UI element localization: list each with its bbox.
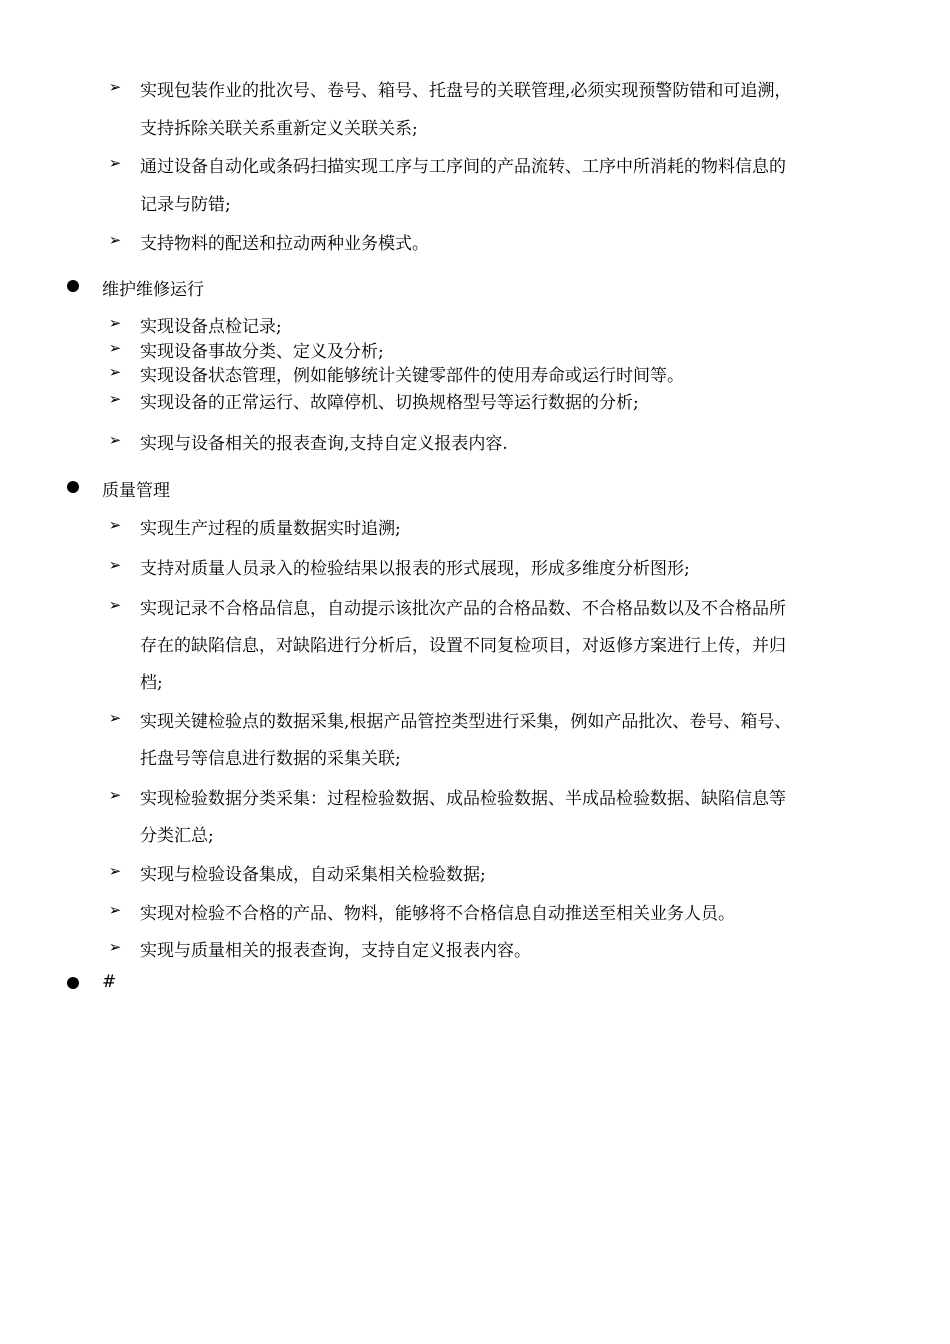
item-text: 实现记录不合格品信息，自动提示该批次产品的合格品数、不合格品数以及不合格品所 [140,599,786,619]
arrow-bullet-icon: ➢ [108,431,122,449]
arrow-bullet-icon: ➢ [108,363,122,381]
arrow-bullet-icon: ➢ [108,78,122,96]
item-text: 实现生产过程的质量数据实时追溯; [140,519,401,539]
item-text: 实现检验数据分类采集：过程检验数据、成品检验数据、半成品检验数据、缺陷信息等 [140,789,786,809]
item-text: 实现设备事故分类、定义及分析; [140,342,384,362]
bullet-dot-icon [67,280,79,292]
arrow-bullet-icon: ➢ [108,786,122,804]
item-text: 支持物料的配送和拉动两种业务模式。 [140,234,429,254]
arrow-bullet-icon: ➢ [108,390,122,408]
item-text: 托盘号等信息进行数据的采集关联; [140,749,401,769]
arrow-bullet-icon: ➢ [108,556,122,574]
item-text: 分类汇总; [140,826,214,846]
bullet-dot-icon [67,481,79,493]
item-text: 实现与设备相关的报表查询,支持自定义报表内容. [140,434,508,454]
arrow-bullet-icon: ➢ [108,339,122,357]
section-heading-text: # [102,972,117,992]
arrow-bullet-icon: ➢ [108,154,122,172]
item-text: 实现包装作业的批次号、卷号、箱号、托盘号的关联管理,必须实现预警防错和可追溯， [140,81,792,101]
arrow-bullet-icon: ➢ [108,862,122,880]
item-text: 实现设备的正常运行、故障停机、切换规格型号等运行数据的分析; [140,393,639,413]
item-text: 记录与防错; [140,195,231,215]
item-text: 实现与检验设备集成，自动采集相关检验数据; [140,865,486,885]
section-heading-text: 维护维修运行 [102,280,204,300]
item-text: 实现对检验不合格的产品、物料，能够将不合格信息自动推送至相关业务人员。 [140,904,735,924]
arrow-bullet-icon: ➢ [108,231,122,249]
arrow-bullet-icon: ➢ [108,314,122,332]
arrow-bullet-icon: ➢ [108,516,122,534]
item-text: 档; [140,673,163,693]
item-text: 实现设备状态管理，例如能够统计关键零部件的使用寿命或运行时间等。 [140,366,684,386]
item-text: 实现设备点检记录; [140,317,282,337]
item-text: 实现与质量相关的报表查询，支持自定义报表内容。 [140,941,531,961]
arrow-bullet-icon: ➢ [108,901,122,919]
item-text: 支持对质量人员录入的检验结果以报表的形式展现，形成多维度分析图形; [140,559,690,579]
arrow-bullet-icon: ➢ [108,709,122,727]
arrow-bullet-icon: ➢ [108,938,122,956]
item-text: 存在的缺陷信息，对缺陷进行分析后，设置不同复检项目，对返修方案进行上传，并归 [140,636,786,656]
arrow-bullet-icon: ➢ [108,596,122,614]
item-text: 实现关键检验点的数据采集,根据产品管控类型进行采集，例如产品批次、卷号、箱号、 [140,712,792,732]
section-heading-text: 质量管理 [102,481,170,501]
item-text: 支持拆除关联关系重新定义关联关系; [140,119,418,139]
bullet-dot-icon [67,977,79,989]
item-text: 通过设备自动化或条码扫描实现工序与工序间的产品流转、工序中所消耗的物料信息的 [140,157,786,177]
